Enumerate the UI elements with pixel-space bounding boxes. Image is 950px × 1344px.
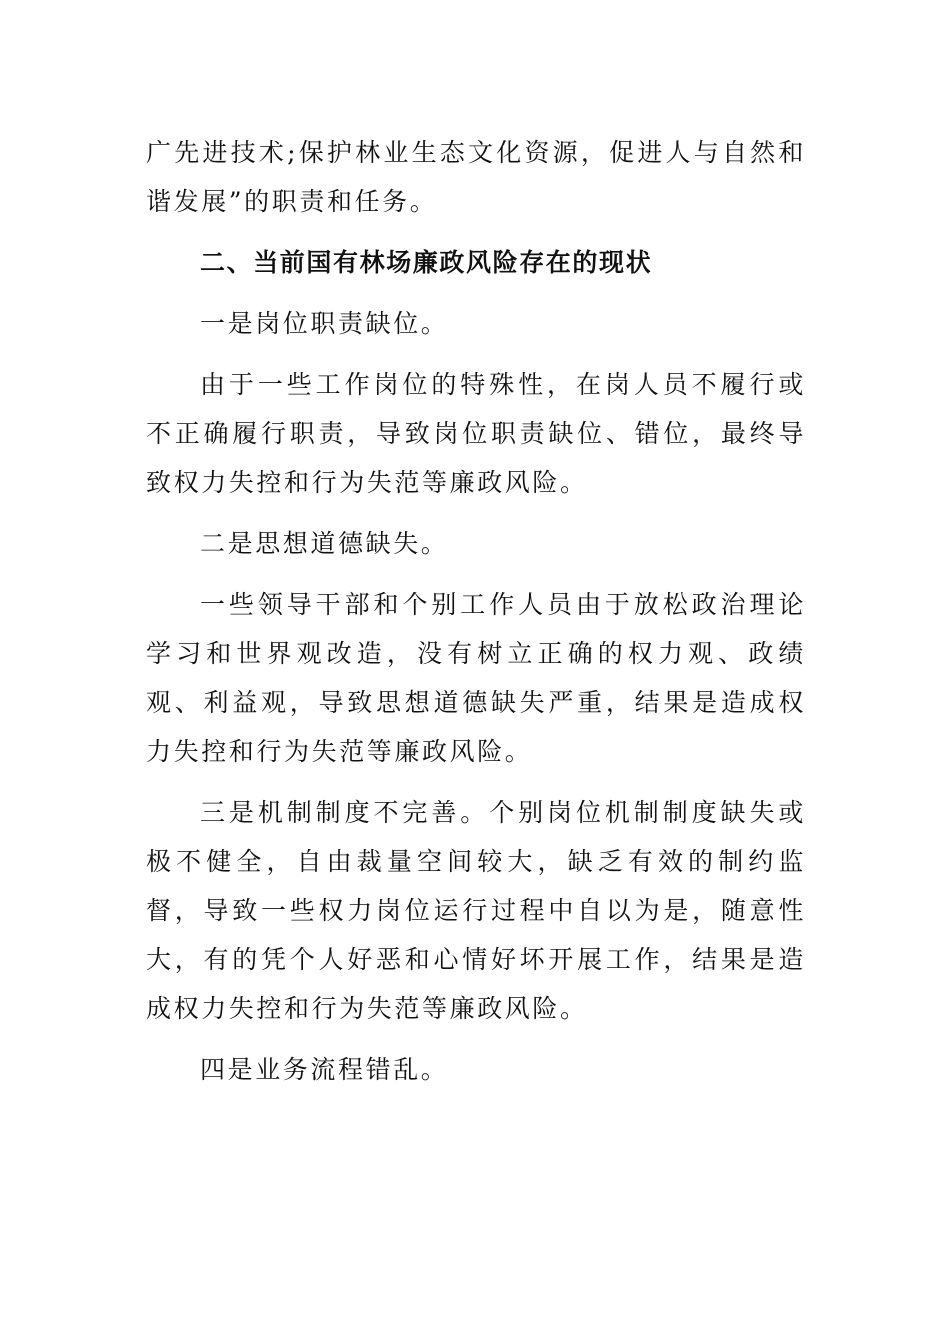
paragraph-point-one-title: 一是岗位职责缺位。 xyxy=(200,309,449,338)
paragraph-continuation: 广先进技术;保护林业生态文化资源，促进人与自然和谐发展”的职责和任务。 xyxy=(146,138,806,216)
paragraph-point-three: 三是机制制度不完善。个别岗位机制制度缺失或极不健全，自由裁量空间较大，缺乏有效的制约监督，导致一些权力岗位运行过程中自以为是，随意性大，有的凭个人好恶和心情好坏开展工作，结果是造成权力失控和行为失范等廉政风险。 xyxy=(146,798,806,1023)
paragraph-point-two-title: 二是思想道德缺失。 xyxy=(200,529,449,558)
document-body xyxy=(146,128,806,1106)
section-heading: 二、当前国有林场廉政风险存在的现状 xyxy=(200,248,653,277)
paragraph-point-two-body: 一些领导干部和个别工作人员由于放松政治理论学习和世界观改造，没有树立正确的权力观、政绩观、利益观，导致思想道德缺失严重，结果是造成权力失控和行为失范等廉政风险。 xyxy=(146,590,806,766)
paragraph-point-one-body: 由于一些工作岗位的特殊性，在岗人员不履行或不正确履行职责，导致岗位职责缺位、错位，最终导致权力失控和行为失范等廉政风险。 xyxy=(146,370,806,497)
paragraph-point-four-title: 四是业务流程错乱。 xyxy=(200,1055,449,1084)
